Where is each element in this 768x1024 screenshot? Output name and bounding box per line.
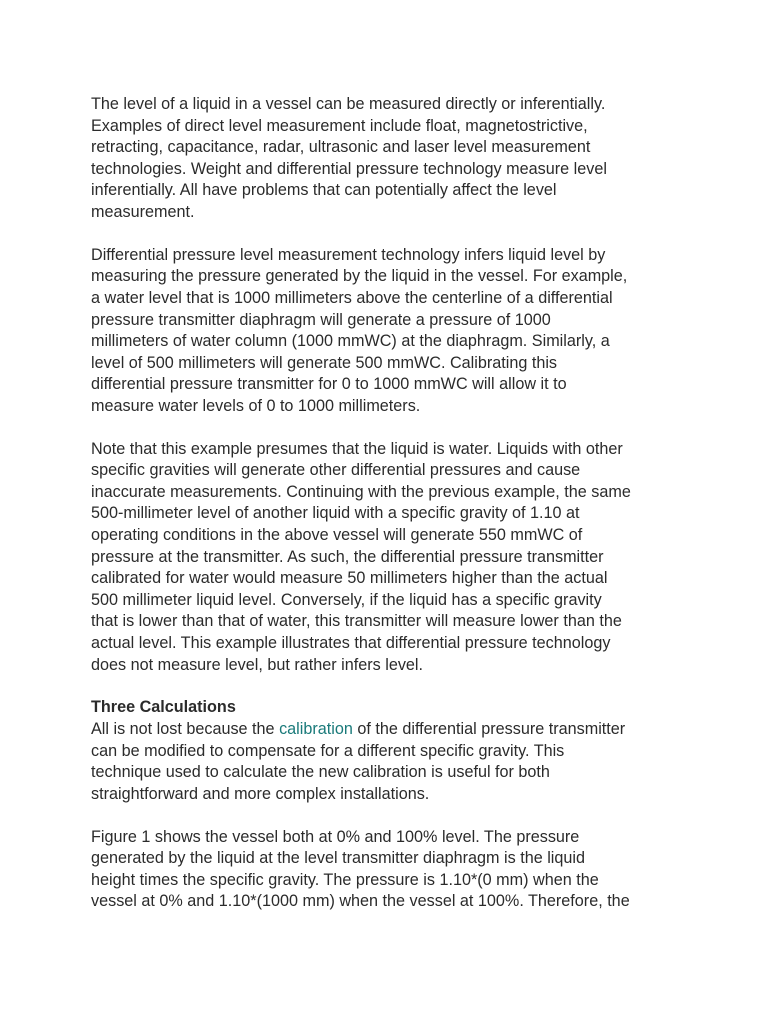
paragraph-differential-pressure: Differential pressure level measurement technology infers liquid level by measuring the pressure generated by the liquid in the vessel. For example, a water level that is 1000 millimeters above the centerline of a differential pressure transmitter diaphragm will generate a pressure of 1000 millimeters of water column (1000 mmWC) at the diaphragm. Similarly, a level of 500 millimeters will generate 500 mmWC. Calibrating this differential pressure transmitter for 0 to 1000 mmWC will allow it to measure water levels of 0 to 1000 millimeters. (91, 245, 628, 415)
calibration-intro-text: All is not lost because the (91, 720, 280, 738)
paragraph-intro: The level of a liquid in a vessel can be measured directly or inferentially. Examples of direct level measurement include float, magnetostrictive, retracting, capacitance, radar, ultrasonic and laser level measurement technologies. Weight and differential pressure technology measure level inferentially. All have problems that can potentially affect the level measurement. (91, 95, 607, 221)
section-heading: Three Calculations (91, 698, 236, 717)
section-three-calculations (91, 697, 684, 805)
paragraph-calibration (91, 719, 684, 805)
paragraph-figure-1: Figure 1 shows the vessel both at 0% and 100% level. The pressure generated by the liquid at the level transmitter diaphragm is the liquid height times the specific gravity. The pressure is 1.10*(0 mm) when the vessel at 0% and 1.10*(1000 mm) when the vessel at 100%. Therefore, the (91, 827, 630, 911)
calibration-rest-text: of the differential pressure transmitter can be modified to compensate for a different specific gravity. This technique used to calculate the new calibration is useful for both straightforward and more complex installations. (91, 720, 626, 803)
paragraph-specific-gravity: Note that this example presumes that the liquid is water. Liquids with other specific gravities will generate other differential pressures and cause inaccurate measurements. Continuing with the previous example, the same 500-millimeter level of another liquid with a specific gravity of 1.10 at operating conditions in the above vessel will generate 550 mmWC of pressure at the transmitter. As such, the differential pressure transmitter calibrated for water would measure 50 millimeters higher than the actual 500 millimeter liquid level. Conversely, if the liquid has a specific gravity that is lower than that of water, this transmitter will measure lower than the actual level. This example illustrates that differential pressure technology does not measure level, but rather infers level. (91, 439, 631, 674)
calibration-link[interactable]: calibration (279, 720, 353, 738)
